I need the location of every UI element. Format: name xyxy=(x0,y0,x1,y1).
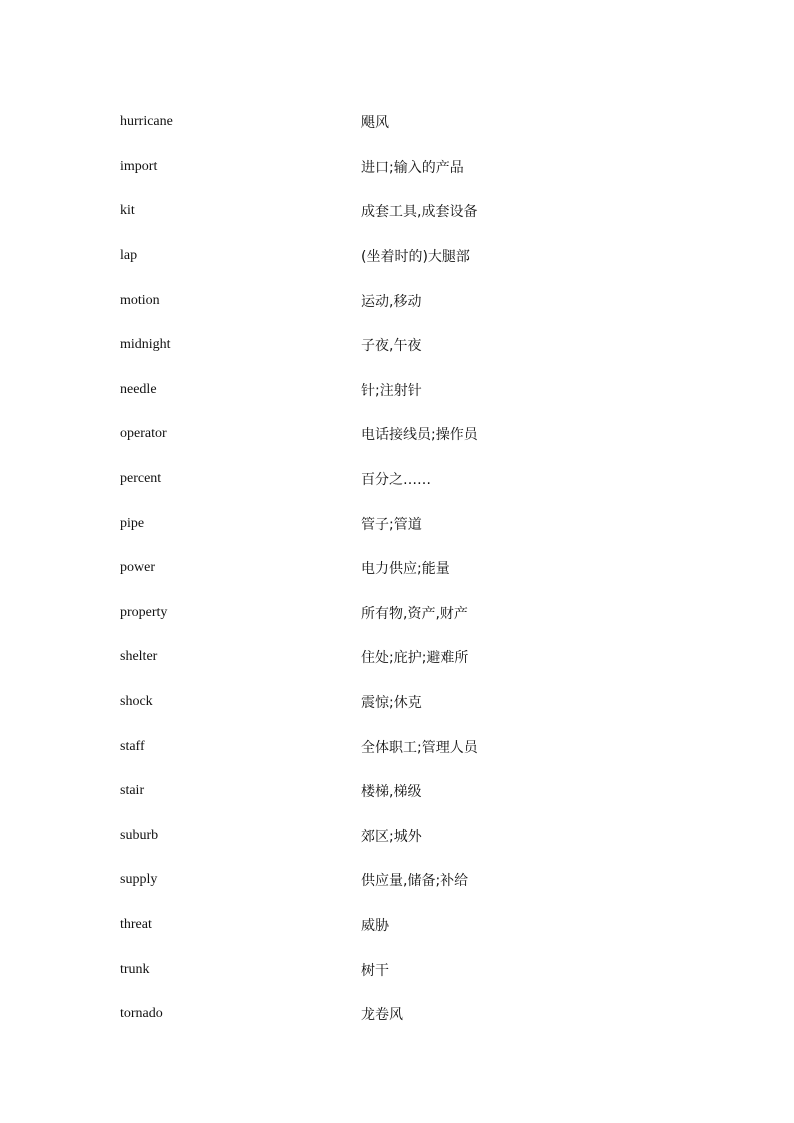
vocab-row xyxy=(120,546,680,591)
vocab-word: shock xyxy=(120,694,153,710)
vocab-row xyxy=(120,457,680,502)
vocab-meaning: 震惊;休克 xyxy=(361,695,422,712)
vocab-meaning: 树干 xyxy=(361,962,389,979)
vocab-row xyxy=(120,814,680,859)
vocab-meaning: 电力供应;能量 xyxy=(361,561,450,578)
vocab-row xyxy=(120,591,680,636)
vocab-meaning: 子夜,午夜 xyxy=(361,338,422,355)
vocab-word: supply xyxy=(120,872,158,888)
vocab-row xyxy=(120,278,680,323)
vocab-row xyxy=(120,145,680,190)
vocab-word: stair xyxy=(120,783,145,799)
vocab-meaning: 楼梯,梯级 xyxy=(361,784,422,801)
vocab-meaning: 郊区;城外 xyxy=(361,828,422,845)
vocab-row xyxy=(120,635,680,680)
vocab-word: lap xyxy=(120,248,138,264)
vocab-meaning: 进口;输入的产品 xyxy=(361,159,464,176)
vocab-meaning: 威胁 xyxy=(361,917,389,934)
vocab-word: hurricane xyxy=(120,114,173,130)
vocab-meaning: 龙卷风 xyxy=(361,1007,403,1024)
vocab-meaning: 所有物,资产,财产 xyxy=(361,605,468,622)
vocab-meaning: 供应量,储备;补给 xyxy=(361,873,469,890)
vocab-word: trunk xyxy=(120,961,150,977)
vocab-word: staff xyxy=(120,738,145,754)
vocab-word: needle xyxy=(120,381,157,397)
vocab-word: motion xyxy=(120,292,160,308)
vocab-row xyxy=(120,189,680,234)
vocab-word: operator xyxy=(120,426,167,442)
vocab-meaning: 成套工具,成套设备 xyxy=(361,204,478,221)
vocab-word: import xyxy=(120,158,158,174)
vocab-word: kit xyxy=(120,203,135,219)
vocab-meaning: 电话接线员;操作员 xyxy=(361,427,478,444)
vocab-row xyxy=(120,234,680,279)
vocab-row xyxy=(120,368,680,413)
vocab-word: threat xyxy=(120,916,152,932)
vocab-row xyxy=(120,680,680,725)
vocab-meaning: 管子;管道 xyxy=(361,516,422,533)
vocab-row xyxy=(120,323,680,368)
vocab-meaning: 飓风 xyxy=(361,115,389,132)
vocab-meaning: 针;注射针 xyxy=(361,382,422,399)
vocab-word: percent xyxy=(120,471,162,487)
vocab-row xyxy=(120,903,680,948)
vocab-row xyxy=(120,769,680,814)
vocab-row xyxy=(120,724,680,769)
vocab-row xyxy=(120,947,680,992)
vocab-row xyxy=(120,858,680,903)
vocab-meaning: 住处;庇护;避难所 xyxy=(361,650,469,667)
vocab-meaning: 全体职工;管理人员 xyxy=(361,739,478,756)
vocab-word: property xyxy=(120,604,168,620)
vocab-word: suburb xyxy=(120,827,159,843)
vocab-word: midnight xyxy=(120,337,171,353)
vocab-word: shelter xyxy=(120,649,158,665)
vocab-row xyxy=(120,992,680,1037)
vocab-row xyxy=(120,412,680,457)
vocab-word: tornado xyxy=(120,1006,163,1022)
vocab-word: pipe xyxy=(120,515,145,531)
vocab-row xyxy=(120,501,680,546)
vocab-meaning: (坐着时的)大腿部 xyxy=(361,249,470,266)
vocabulary-list xyxy=(120,100,680,1036)
vocab-meaning: 运动,移动 xyxy=(361,293,422,310)
vocab-meaning: 百分之…… xyxy=(361,472,431,489)
vocab-row xyxy=(120,100,680,145)
vocab-word: power xyxy=(120,560,155,576)
